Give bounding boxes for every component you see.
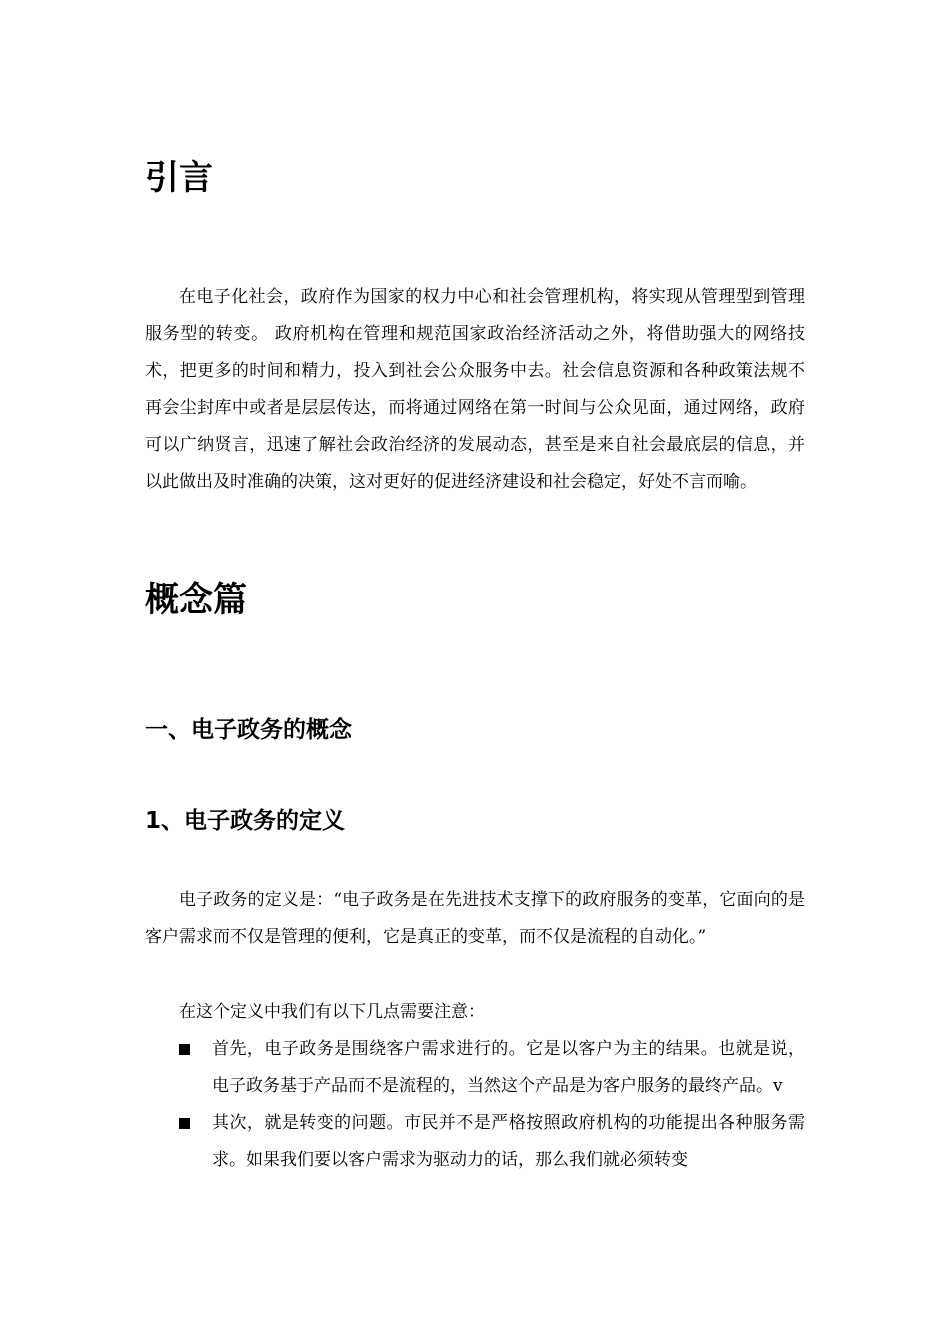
square-bullet-icon [179, 1118, 190, 1129]
list-item-text: 首先，电子政务是围绕客户需求进行的。它是以客户为主的结果。也就是说，电子政务基于产品而不是流程的，当然这个产品是为客户服务的最终产品。v [212, 1039, 805, 1096]
notes-list [145, 1031, 805, 1179]
square-bullet-icon [179, 1044, 190, 1055]
intro-heading: 引言 [145, 158, 213, 198]
concept-heading: 概念篇 [145, 580, 247, 620]
notes-intro: 在这个定义中我们有以下几点需要注意： [179, 1002, 485, 1022]
definition-paragraph: 电子政务的定义是：“电子政务是在先进技术支撑下的政府服务的变革，它面向的是客户需求而不仅是管理的便利，它是真正的变革，而不仅是流程的自动化。” [145, 890, 805, 947]
list-item [145, 1105, 805, 1179]
list-item [145, 1031, 805, 1105]
list-item-text: 其次，就是转变的问题。市民并不是严格按照政府机构的功能提出各种服务需求。如果我们要以客户需求为驱动力的话，那么我们就必须转变 [212, 1113, 805, 1170]
subsection-heading: 1、电子政务的定义 [145, 808, 346, 834]
intro-paragraph: 在电子化社会，政府作为国家的权力中心和社会管理机构，将实现从管理型到管理服务型的转变。 政府机构在管理和规范国家政治经济活动之外，将借助强大的网络技术，把更多的时间和精力，投入到社会公众服务中去。社会信息资源和各种政策法规不再会尘封库中或者是层层传达，而将通过网络在第一时间与公众见面，通过网络，政府可以广纳贤言，迅速了解社会政治经济的发展动态，甚至是来自社会最底层的信息，并以此做出及时准确的决策，这对更好的促进经济建设和社会稳定，好处不言而喻。 [145, 287, 805, 492]
chapter-heading: 一、电子政务的概念 [145, 717, 352, 743]
